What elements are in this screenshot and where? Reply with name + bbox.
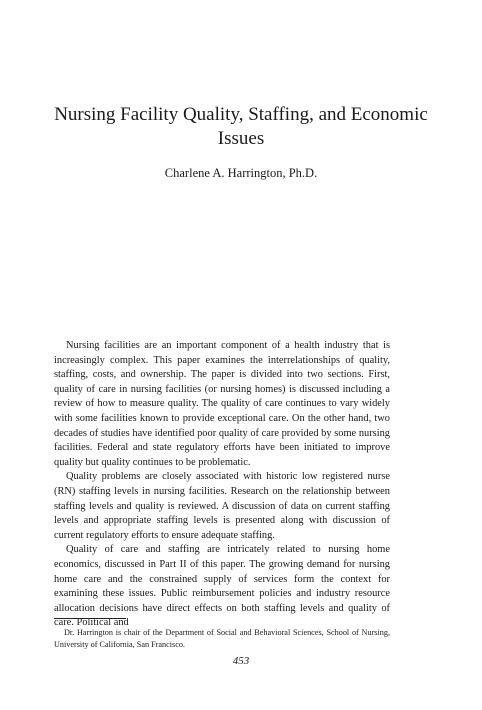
- body-paragraph: Quality of care and staffing are intricately related to nursing home economics, discussed in Part II of this paper. The growing demand for nursing home care and the constrained supply of services form the context for examining these issues. Public reimbursement policies and industry resource allocation decisions have direct effects on both staffing levels and quality of care. Political and: [54, 544, 390, 629]
- body-text: [54, 339, 390, 631]
- footnote-divider: [54, 618, 126, 619]
- page-number: 453: [232, 655, 250, 667]
- article-title: Nursing Facility Quality, Staffing, and Economic Issues: [54, 104, 428, 149]
- footnote: Dr. Harrington is chair of the Department of Social and Behavioral Sciences, School of Nursing, University of California, San Francisco.: [54, 628, 390, 649]
- author-line: Charlene A. Harrington, Ph.D.: [164, 166, 318, 180]
- body-paragraph: Quality problems are closely associated with historic low registered nurse (RN) staffing levels in nursing facilities. Research on the relationship between staffing levels and quality is reviewed. A discussion of data on current staffing levels and appropriate staffing levels is presented along with discussion of current regulatory efforts to ensure adequate staffing.: [54, 471, 390, 541]
- body-paragraph: Nursing facilities are an important component of a health industry that is increasingly complex. This paper examines the interrelationships of quality, staffing, costs, and ownership. The paper is divided into two sections. First, quality of care in nursing facilities (or nursing homes) is discussed including a review of how to measure quality. The quality of care continues to vary widely with some facilities known to provide exceptional care. On the other hand, two decades of studies have identified poor quality of care provided by some nursing facilities. Federal and state regulatory efforts have been initiated to improve quality but quality continues to be problematic.: [54, 340, 390, 468]
